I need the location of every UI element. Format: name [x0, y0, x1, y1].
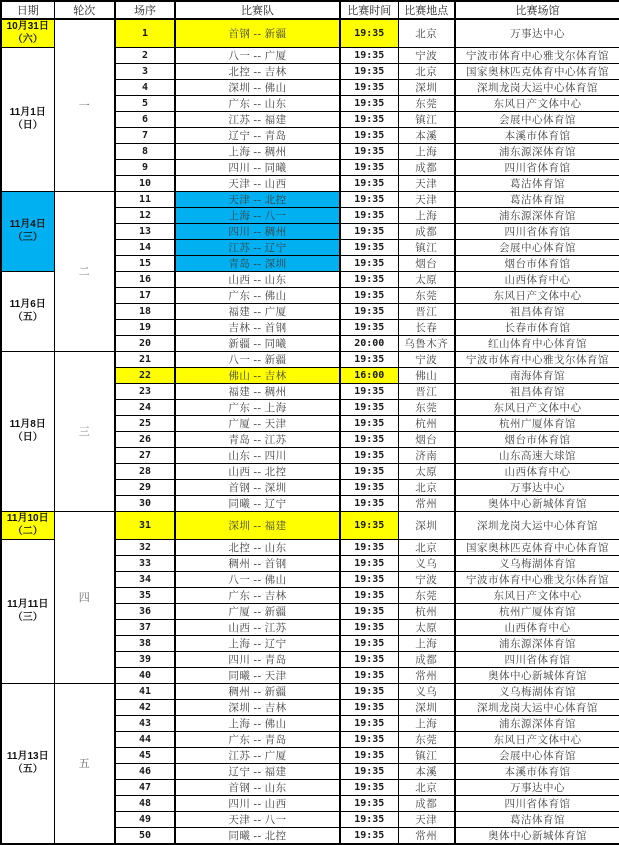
teams-cell: 同曦 -- 辽宁 [175, 495, 340, 511]
match-city-cell: 常州 [398, 495, 455, 511]
teams-cell: 广东 -- 山东 [175, 95, 340, 111]
teams-cell: 山西 -- 江苏 [175, 619, 340, 635]
venue-cell: 山东高速大球馆 [455, 447, 619, 463]
teams-cell: 广东 -- 青岛 [175, 731, 340, 747]
date-cell [1, 47, 54, 191]
header-time: 比赛时间 [340, 1, 398, 19]
header-city: 比赛地点 [398, 1, 455, 19]
match-time-cell: 19:35 [340, 447, 398, 463]
match-time-cell: 19:35 [340, 731, 398, 747]
header-seq: 场序 [115, 1, 175, 19]
match-time-cell: 19:35 [340, 827, 398, 844]
match-number-cell: 26 [115, 431, 175, 447]
match-number-cell: 47 [115, 779, 175, 795]
match-number-cell: 12 [115, 207, 175, 223]
match-number-cell: 49 [115, 811, 175, 827]
venue-cell: 祖昌体育馆 [455, 383, 619, 399]
teams-cell: 广东 -- 上海 [175, 399, 340, 415]
match-city-cell: 深圳 [398, 79, 455, 95]
date-cell [1, 683, 54, 844]
match-number-cell: 33 [115, 555, 175, 571]
venue-cell: 会展中心体育馆 [455, 111, 619, 127]
teams-cell: 辽宁 -- 青岛 [175, 127, 340, 143]
venue-cell: 浦东源深体育馆 [455, 715, 619, 731]
venue-cell: 烟台市体育馆 [455, 431, 619, 447]
venue-cell: 国家奥林匹克体育中心体育馆 [455, 539, 619, 555]
match-city-cell: 镇江 [398, 111, 455, 127]
match-time-cell: 19:35 [340, 255, 398, 271]
venue-cell: 宁波市体育中心雅戈尔体育馆 [455, 351, 619, 367]
match-time-cell: 19:35 [340, 587, 398, 603]
match-city-cell: 晋江 [398, 303, 455, 319]
teams-cell: 稠州 -- 新疆 [175, 683, 340, 699]
match-city-cell: 常州 [398, 827, 455, 844]
match-city-cell: 杭州 [398, 603, 455, 619]
match-time-cell: 19:35 [340, 19, 398, 47]
match-city-cell: 本溪 [398, 763, 455, 779]
match-city-cell: 东莞 [398, 287, 455, 303]
match-time-cell: 19:35 [340, 511, 398, 539]
venue-cell: 四川省体育馆 [455, 651, 619, 667]
match-time-cell: 19:35 [340, 603, 398, 619]
match-number-cell: 15 [115, 255, 175, 271]
date-cell [1, 539, 54, 683]
match-number-cell: 2 [115, 47, 175, 63]
match-number-cell: 14 [115, 239, 175, 255]
teams-cell: 深圳 -- 佛山 [175, 79, 340, 95]
teams-cell: 四川 -- 山西 [175, 795, 340, 811]
match-number-cell: 21 [115, 351, 175, 367]
match-number-cell: 5 [115, 95, 175, 111]
match-city-cell: 杭州 [398, 415, 455, 431]
match-time-cell: 19:35 [340, 795, 398, 811]
round-cell: 三 [54, 351, 115, 511]
match-city-cell: 太原 [398, 619, 455, 635]
match-city-cell: 常州 [398, 667, 455, 683]
venue-cell: 四川省体育馆 [455, 159, 619, 175]
match-time-cell: 19:35 [340, 683, 398, 699]
match-time-cell: 19:35 [340, 351, 398, 367]
teams-cell: 江苏 -- 广厦 [175, 747, 340, 763]
teams-cell: 天津 -- 山西 [175, 175, 340, 191]
match-city-cell: 太原 [398, 271, 455, 287]
venue-cell: 杭州广厦体育馆 [455, 415, 619, 431]
venue-cell: 深圳龙岗大运中心体育馆 [455, 79, 619, 95]
match-city-cell: 本溪 [398, 127, 455, 143]
match-city-cell: 宁波 [398, 47, 455, 63]
date-line2: （五） [12, 312, 43, 323]
match-number-cell: 36 [115, 603, 175, 619]
match-number-cell: 16 [115, 271, 175, 287]
match-number-cell: 39 [115, 651, 175, 667]
match-time-cell: 19:35 [340, 463, 398, 479]
date-line2: （二） [12, 526, 43, 537]
teams-cell: 青岛 -- 深圳 [175, 255, 340, 271]
date-cell [1, 511, 54, 539]
teams-cell: 青岛 -- 江苏 [175, 431, 340, 447]
match-city-cell: 宁波 [398, 571, 455, 587]
match-city-cell: 北京 [398, 63, 455, 79]
venue-cell: 祖昌体育馆 [455, 303, 619, 319]
match-time-cell: 19:35 [340, 571, 398, 587]
match-city-cell: 天津 [398, 191, 455, 207]
venue-cell: 深圳龙岗大运中心体育馆 [455, 511, 619, 539]
venue-cell: 国家奥林匹克体育中心体育馆 [455, 63, 619, 79]
date-line1: 10月31日 [6, 21, 49, 33]
date-line1: 11月13日 [6, 751, 49, 762]
match-city-cell: 东莞 [398, 95, 455, 111]
venue-cell: 义乌梅湖体育馆 [455, 555, 619, 571]
match-number-cell: 32 [115, 539, 175, 555]
match-time-cell: 19:35 [340, 779, 398, 795]
teams-cell: 广东 -- 吉林 [175, 587, 340, 603]
table-row [1, 19, 619, 47]
date-cell [1, 19, 54, 47]
match-number-cell: 13 [115, 223, 175, 239]
venue-cell: 万事达中心 [455, 779, 619, 795]
match-number-cell: 18 [115, 303, 175, 319]
teams-cell: 天津 -- 北控 [175, 191, 340, 207]
match-city-cell: 天津 [398, 175, 455, 191]
teams-cell: 北控 -- 山东 [175, 539, 340, 555]
venue-cell: 本溪市体育馆 [455, 127, 619, 143]
match-time-cell: 19:35 [340, 239, 398, 255]
match-city-cell: 东莞 [398, 399, 455, 415]
match-time-cell: 19:35 [340, 763, 398, 779]
match-city-cell: 上海 [398, 143, 455, 159]
match-number-cell: 40 [115, 667, 175, 683]
match-time-cell: 19:35 [340, 715, 398, 731]
date-line1: 11月4日 [9, 219, 46, 230]
match-time-cell: 19:35 [340, 127, 398, 143]
match-city-cell: 北京 [398, 479, 455, 495]
match-number-cell: 4 [115, 79, 175, 95]
match-time-cell: 19:35 [340, 303, 398, 319]
venue-cell: 四川省体育馆 [455, 795, 619, 811]
match-time-cell: 19:35 [340, 111, 398, 127]
teams-cell: 首钢 -- 深圳 [175, 479, 340, 495]
date-line1: 11月8日 [9, 419, 46, 430]
teams-cell: 山西 -- 山东 [175, 271, 340, 287]
match-city-cell: 镇江 [398, 747, 455, 763]
match-number-cell: 19 [115, 319, 175, 335]
header-round: 轮次 [54, 1, 115, 19]
match-time-cell: 19:35 [340, 539, 398, 555]
date-line2: （五） [12, 764, 43, 775]
teams-cell: 福建 -- 广厦 [175, 303, 340, 319]
header-row [1, 1, 619, 19]
table-row [1, 191, 619, 207]
match-city-cell: 长春 [398, 319, 455, 335]
match-city-cell: 成都 [398, 159, 455, 175]
round-cell: 四 [54, 511, 115, 683]
match-time-cell: 19:35 [340, 479, 398, 495]
match-number-cell: 46 [115, 763, 175, 779]
match-time-cell: 19:35 [340, 271, 398, 287]
teams-cell: 首钢 -- 山东 [175, 779, 340, 795]
header-teams: 比赛队 [175, 1, 340, 19]
match-city-cell: 天津 [398, 811, 455, 827]
teams-cell: 广东 -- 佛山 [175, 287, 340, 303]
match-number-cell: 8 [115, 143, 175, 159]
venue-cell: 宁波市体育中心雅戈尔体育馆 [455, 571, 619, 587]
venue-cell: 葛沽体育馆 [455, 175, 619, 191]
venue-cell: 会展中心体育馆 [455, 239, 619, 255]
match-city-cell: 上海 [398, 207, 455, 223]
match-number-cell: 30 [115, 495, 175, 511]
round-cell: 一 [54, 19, 115, 191]
teams-cell: 四川 -- 青岛 [175, 651, 340, 667]
match-city-cell: 东莞 [398, 587, 455, 603]
match-time-cell: 19:35 [340, 223, 398, 239]
venue-cell: 山西体育中心 [455, 271, 619, 287]
match-number-cell: 3 [115, 63, 175, 79]
match-time-cell: 19:35 [340, 619, 398, 635]
venue-cell: 宁波市体育中心雅戈尔体育馆 [455, 47, 619, 63]
match-number-cell: 28 [115, 463, 175, 479]
table-row [1, 683, 619, 699]
match-number-cell: 43 [115, 715, 175, 731]
match-city-cell: 深圳 [398, 511, 455, 539]
match-time-cell: 19:35 [340, 415, 398, 431]
date-cell [1, 271, 54, 351]
match-time-cell: 20:00 [340, 335, 398, 351]
match-number-cell: 34 [115, 571, 175, 587]
teams-cell: 辽宁 -- 福建 [175, 763, 340, 779]
match-time-cell: 19:35 [340, 399, 398, 415]
teams-cell: 上海 -- 八一 [175, 207, 340, 223]
match-number-cell: 38 [115, 635, 175, 651]
match-time-cell: 19:35 [340, 63, 398, 79]
match-number-cell: 27 [115, 447, 175, 463]
match-time-cell: 19:35 [340, 651, 398, 667]
match-time-cell: 19:35 [340, 747, 398, 763]
venue-cell: 义乌梅湖体育馆 [455, 683, 619, 699]
match-city-cell: 北京 [398, 19, 455, 47]
match-number-cell: 41 [115, 683, 175, 699]
teams-cell: 上海 -- 辽宁 [175, 635, 340, 651]
match-number-cell: 45 [115, 747, 175, 763]
match-city-cell: 成都 [398, 223, 455, 239]
round-cell: 五 [54, 683, 115, 844]
match-city-cell: 佛山 [398, 367, 455, 383]
venue-cell: 奥体中心新城体育馆 [455, 667, 619, 683]
teams-cell: 山东 -- 四川 [175, 447, 340, 463]
venue-cell: 东风日产文体中心 [455, 287, 619, 303]
match-city-cell: 太原 [398, 463, 455, 479]
match-time-cell: 16:00 [340, 367, 398, 383]
date-line2: （日） [12, 432, 43, 443]
venue-cell: 东风日产文体中心 [455, 731, 619, 747]
venue-cell: 浦东源深体育馆 [455, 635, 619, 651]
venue-cell: 浦东源深体育馆 [455, 207, 619, 223]
match-city-cell: 烟台 [398, 431, 455, 447]
match-time-cell: 19:35 [340, 555, 398, 571]
teams-cell: 吉林 -- 首钢 [175, 319, 340, 335]
round-cell: 二 [54, 191, 115, 351]
match-time-cell: 19:35 [340, 495, 398, 511]
match-time-cell: 19:35 [340, 699, 398, 715]
date-line2: （六） [12, 34, 43, 46]
match-city-cell: 义乌 [398, 683, 455, 699]
match-time-cell: 19:35 [340, 175, 398, 191]
venue-cell: 山西体育中心 [455, 463, 619, 479]
venue-cell: 烟台市体育馆 [455, 255, 619, 271]
match-time-cell: 19:35 [340, 207, 398, 223]
teams-cell: 首钢 -- 新疆 [175, 19, 340, 47]
date-line1: 11月1日 [9, 107, 46, 118]
match-number-cell: 42 [115, 699, 175, 715]
match-number-cell: 1 [115, 19, 175, 47]
venue-cell: 本溪市体育馆 [455, 763, 619, 779]
teams-cell: 广厦 -- 新疆 [175, 603, 340, 619]
teams-cell: 深圳 -- 吉林 [175, 699, 340, 715]
match-time-cell: 19:35 [340, 383, 398, 399]
match-time-cell: 19:35 [340, 79, 398, 95]
match-number-cell: 29 [115, 479, 175, 495]
match-city-cell: 镇江 [398, 239, 455, 255]
venue-cell: 会展中心体育馆 [455, 747, 619, 763]
teams-cell: 深圳 -- 福建 [175, 511, 340, 539]
match-number-cell: 31 [115, 511, 175, 539]
venue-cell: 东风日产文体中心 [455, 399, 619, 415]
match-number-cell: 35 [115, 587, 175, 603]
match-time-cell: 19:35 [340, 47, 398, 63]
match-number-cell: 7 [115, 127, 175, 143]
teams-cell: 新疆 -- 同曦 [175, 335, 340, 351]
teams-cell: 福建 -- 稠州 [175, 383, 340, 399]
match-number-cell: 10 [115, 175, 175, 191]
table-body [1, 19, 619, 844]
teams-cell: 同曦 -- 北控 [175, 827, 340, 844]
venue-cell: 万事达中心 [455, 19, 619, 47]
match-time-cell: 19:35 [340, 667, 398, 683]
match-number-cell: 50 [115, 827, 175, 844]
match-number-cell: 48 [115, 795, 175, 811]
venue-cell: 四川省体育馆 [455, 223, 619, 239]
date-line2: （三） [12, 232, 43, 243]
teams-cell: 四川 -- 同曦 [175, 159, 340, 175]
match-city-cell: 上海 [398, 715, 455, 731]
venue-cell: 浦东源深体育馆 [455, 143, 619, 159]
match-number-cell: 25 [115, 415, 175, 431]
venue-cell: 东风日产文体中心 [455, 95, 619, 111]
venue-cell: 杭州广厦体育馆 [455, 603, 619, 619]
match-number-cell: 11 [115, 191, 175, 207]
match-number-cell: 24 [115, 399, 175, 415]
teams-cell: 北控 -- 吉林 [175, 63, 340, 79]
table-header [1, 1, 619, 19]
teams-cell: 稠州 -- 首钢 [175, 555, 340, 571]
match-city-cell: 成都 [398, 795, 455, 811]
date-line1: 11月11日 [7, 599, 49, 610]
match-city-cell: 北京 [398, 779, 455, 795]
match-time-cell: 19:35 [340, 191, 398, 207]
match-city-cell: 宁波 [398, 351, 455, 367]
header-venue: 比赛场馆 [455, 1, 619, 19]
teams-cell: 八一 -- 新疆 [175, 351, 340, 367]
date-line2: （日） [12, 120, 43, 131]
venue-cell: 长春市体育馆 [455, 319, 619, 335]
header-date: 日期 [1, 1, 54, 19]
date-cell [1, 351, 54, 511]
teams-cell: 八一 -- 广厦 [175, 47, 340, 63]
match-number-cell: 17 [115, 287, 175, 303]
venue-cell: 红山体育中心体育馆 [455, 335, 619, 351]
teams-cell: 八一 -- 佛山 [175, 571, 340, 587]
match-time-cell: 19:35 [340, 319, 398, 335]
teams-cell: 上海 -- 稠州 [175, 143, 340, 159]
match-number-cell: 22 [115, 367, 175, 383]
teams-cell: 同曦 -- 天津 [175, 667, 340, 683]
teams-cell: 山西 -- 北控 [175, 463, 340, 479]
table-row [1, 511, 619, 539]
match-city-cell: 上海 [398, 635, 455, 651]
match-city-cell: 东莞 [398, 731, 455, 747]
teams-cell: 佛山 -- 吉林 [175, 367, 340, 383]
venue-cell: 奥体中心新城体育馆 [455, 495, 619, 511]
date-line2: （三） [12, 612, 43, 623]
teams-cell: 广厦 -- 天津 [175, 415, 340, 431]
teams-cell: 江苏 -- 福建 [175, 111, 340, 127]
match-number-cell: 9 [115, 159, 175, 175]
venue-cell: 东风日产文体中心 [455, 587, 619, 603]
venue-cell: 葛沽体育馆 [455, 811, 619, 827]
match-city-cell: 济南 [398, 447, 455, 463]
table-row [1, 351, 619, 367]
match-city-cell: 晋江 [398, 383, 455, 399]
date-cell [1, 191, 54, 271]
match-time-cell: 19:35 [340, 143, 398, 159]
venue-cell: 山西体育中心 [455, 619, 619, 635]
match-city-cell: 深圳 [398, 699, 455, 715]
teams-cell: 上海 -- 佛山 [175, 715, 340, 731]
match-city-cell: 北京 [398, 539, 455, 555]
venue-cell: 奥体中心新城体育馆 [455, 827, 619, 844]
teams-cell: 江苏 -- 辽宁 [175, 239, 340, 255]
match-number-cell: 44 [115, 731, 175, 747]
match-number-cell: 23 [115, 383, 175, 399]
match-city-cell: 乌鲁木齐 [398, 335, 455, 351]
venue-cell: 葛沽体育馆 [455, 191, 619, 207]
match-time-cell: 19:35 [340, 287, 398, 303]
match-number-cell: 6 [115, 111, 175, 127]
match-number-cell: 20 [115, 335, 175, 351]
date-line1: 11月6日 [9, 299, 46, 310]
venue-cell: 万事达中心 [455, 479, 619, 495]
match-city-cell: 义乌 [398, 555, 455, 571]
match-time-cell: 19:35 [340, 431, 398, 447]
venue-cell: 南海体育馆 [455, 367, 619, 383]
match-time-cell: 19:35 [340, 811, 398, 827]
date-line1: 11月10日 [6, 513, 49, 524]
venue-cell: 深圳龙岗大运中心体育馆 [455, 699, 619, 715]
match-number-cell: 37 [115, 619, 175, 635]
match-time-cell: 19:35 [340, 95, 398, 111]
match-city-cell: 成都 [398, 651, 455, 667]
teams-cell: 四川 -- 稠州 [175, 223, 340, 239]
match-time-cell: 19:35 [340, 159, 398, 175]
match-time-cell: 19:35 [340, 635, 398, 651]
teams-cell: 天津 -- 八一 [175, 811, 340, 827]
match-city-cell: 烟台 [398, 255, 455, 271]
